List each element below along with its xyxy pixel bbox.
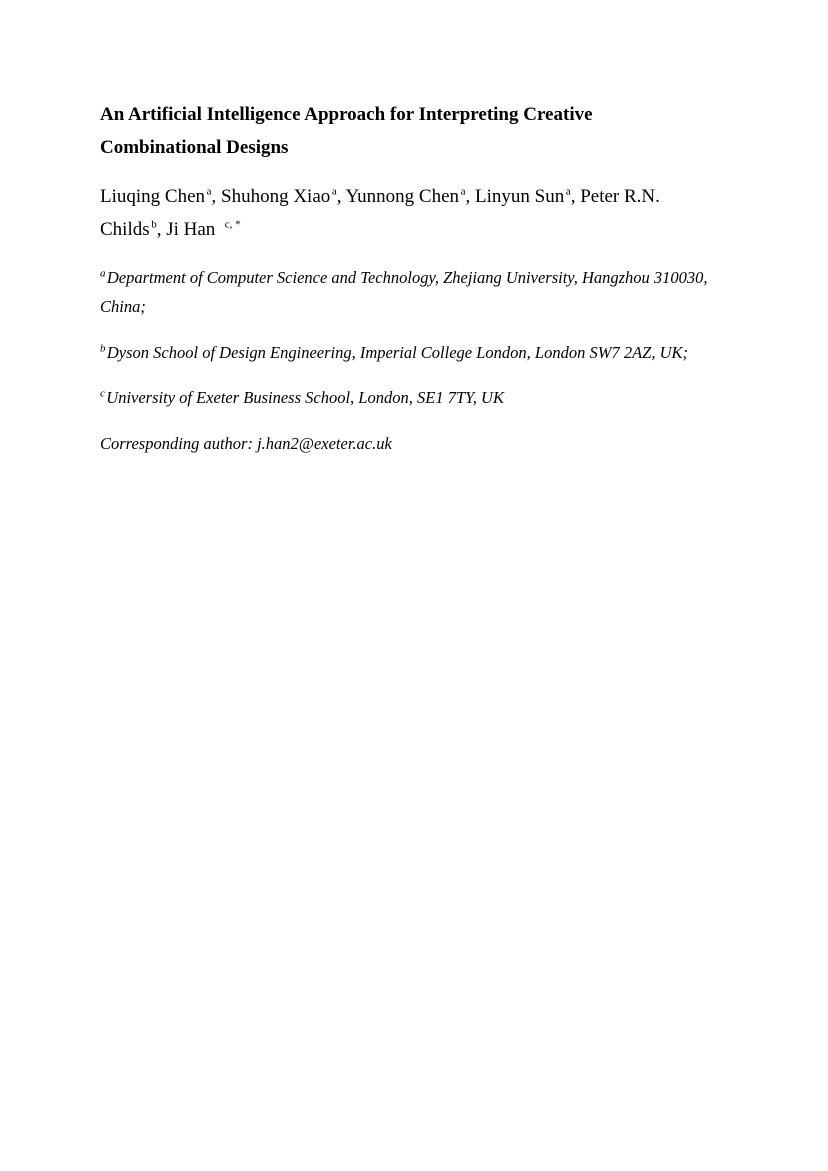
paper-title-line2: Combinational Designs: [100, 137, 289, 158]
author-affiliation-mark: c, *: [224, 218, 241, 231]
author-name: Shuhong Xiao: [221, 186, 331, 207]
affiliation-mark: c: [100, 387, 105, 400]
affiliation-b: [100, 338, 740, 367]
author-affiliation-mark: a: [331, 185, 337, 198]
author-affiliation-mark: a: [460, 185, 466, 198]
paper-title: [100, 98, 740, 164]
affiliation-text: China;: [100, 297, 146, 316]
author-list: Liuqing Chen $^a$, Shuhong Xiao $^a$, Yunnong Chen $^a$, Linyun Sun $^a$, Peter R.N. Childs $^b$, Ji Han $^{c, *}$: [100, 185, 660, 240]
author-name: Liuqing Chen: [100, 186, 206, 207]
author-affiliation-mark: a: [206, 185, 212, 198]
author-name: Peter R.N.: [580, 186, 660, 207]
author-name: Ji Han: [166, 219, 216, 240]
affiliation-text: University of Exeter Business School, London, SE1 7TY, UK: [106, 388, 504, 407]
author-affiliation-mark: b: [151, 218, 157, 231]
affiliation-text: Dyson School of Design Engineering, Imperial College London, London SW7 2AZ, UK;: [106, 343, 689, 362]
affiliation-mark: b: [100, 342, 106, 355]
affiliation-mark: a: [100, 267, 106, 280]
corresponding-author: Corresponding author: j.han2@exeter.ac.uk: [100, 434, 392, 453]
paper-title-line1: An Artificial Intelligence Approach for Interpreting Creative: [100, 104, 593, 125]
affiliation-c: [100, 383, 740, 412]
affiliation-text: Department of Computer Science and Technology, Zhejiang University, Hangzhou 310030,: [106, 268, 708, 287]
author-affiliation-mark: a: [565, 185, 571, 198]
author-name: Childs: [100, 219, 150, 240]
author-name: Linyun Sun: [475, 186, 565, 207]
affiliation-a: [100, 263, 740, 321]
author-name: Yunnong Chen: [345, 186, 460, 207]
